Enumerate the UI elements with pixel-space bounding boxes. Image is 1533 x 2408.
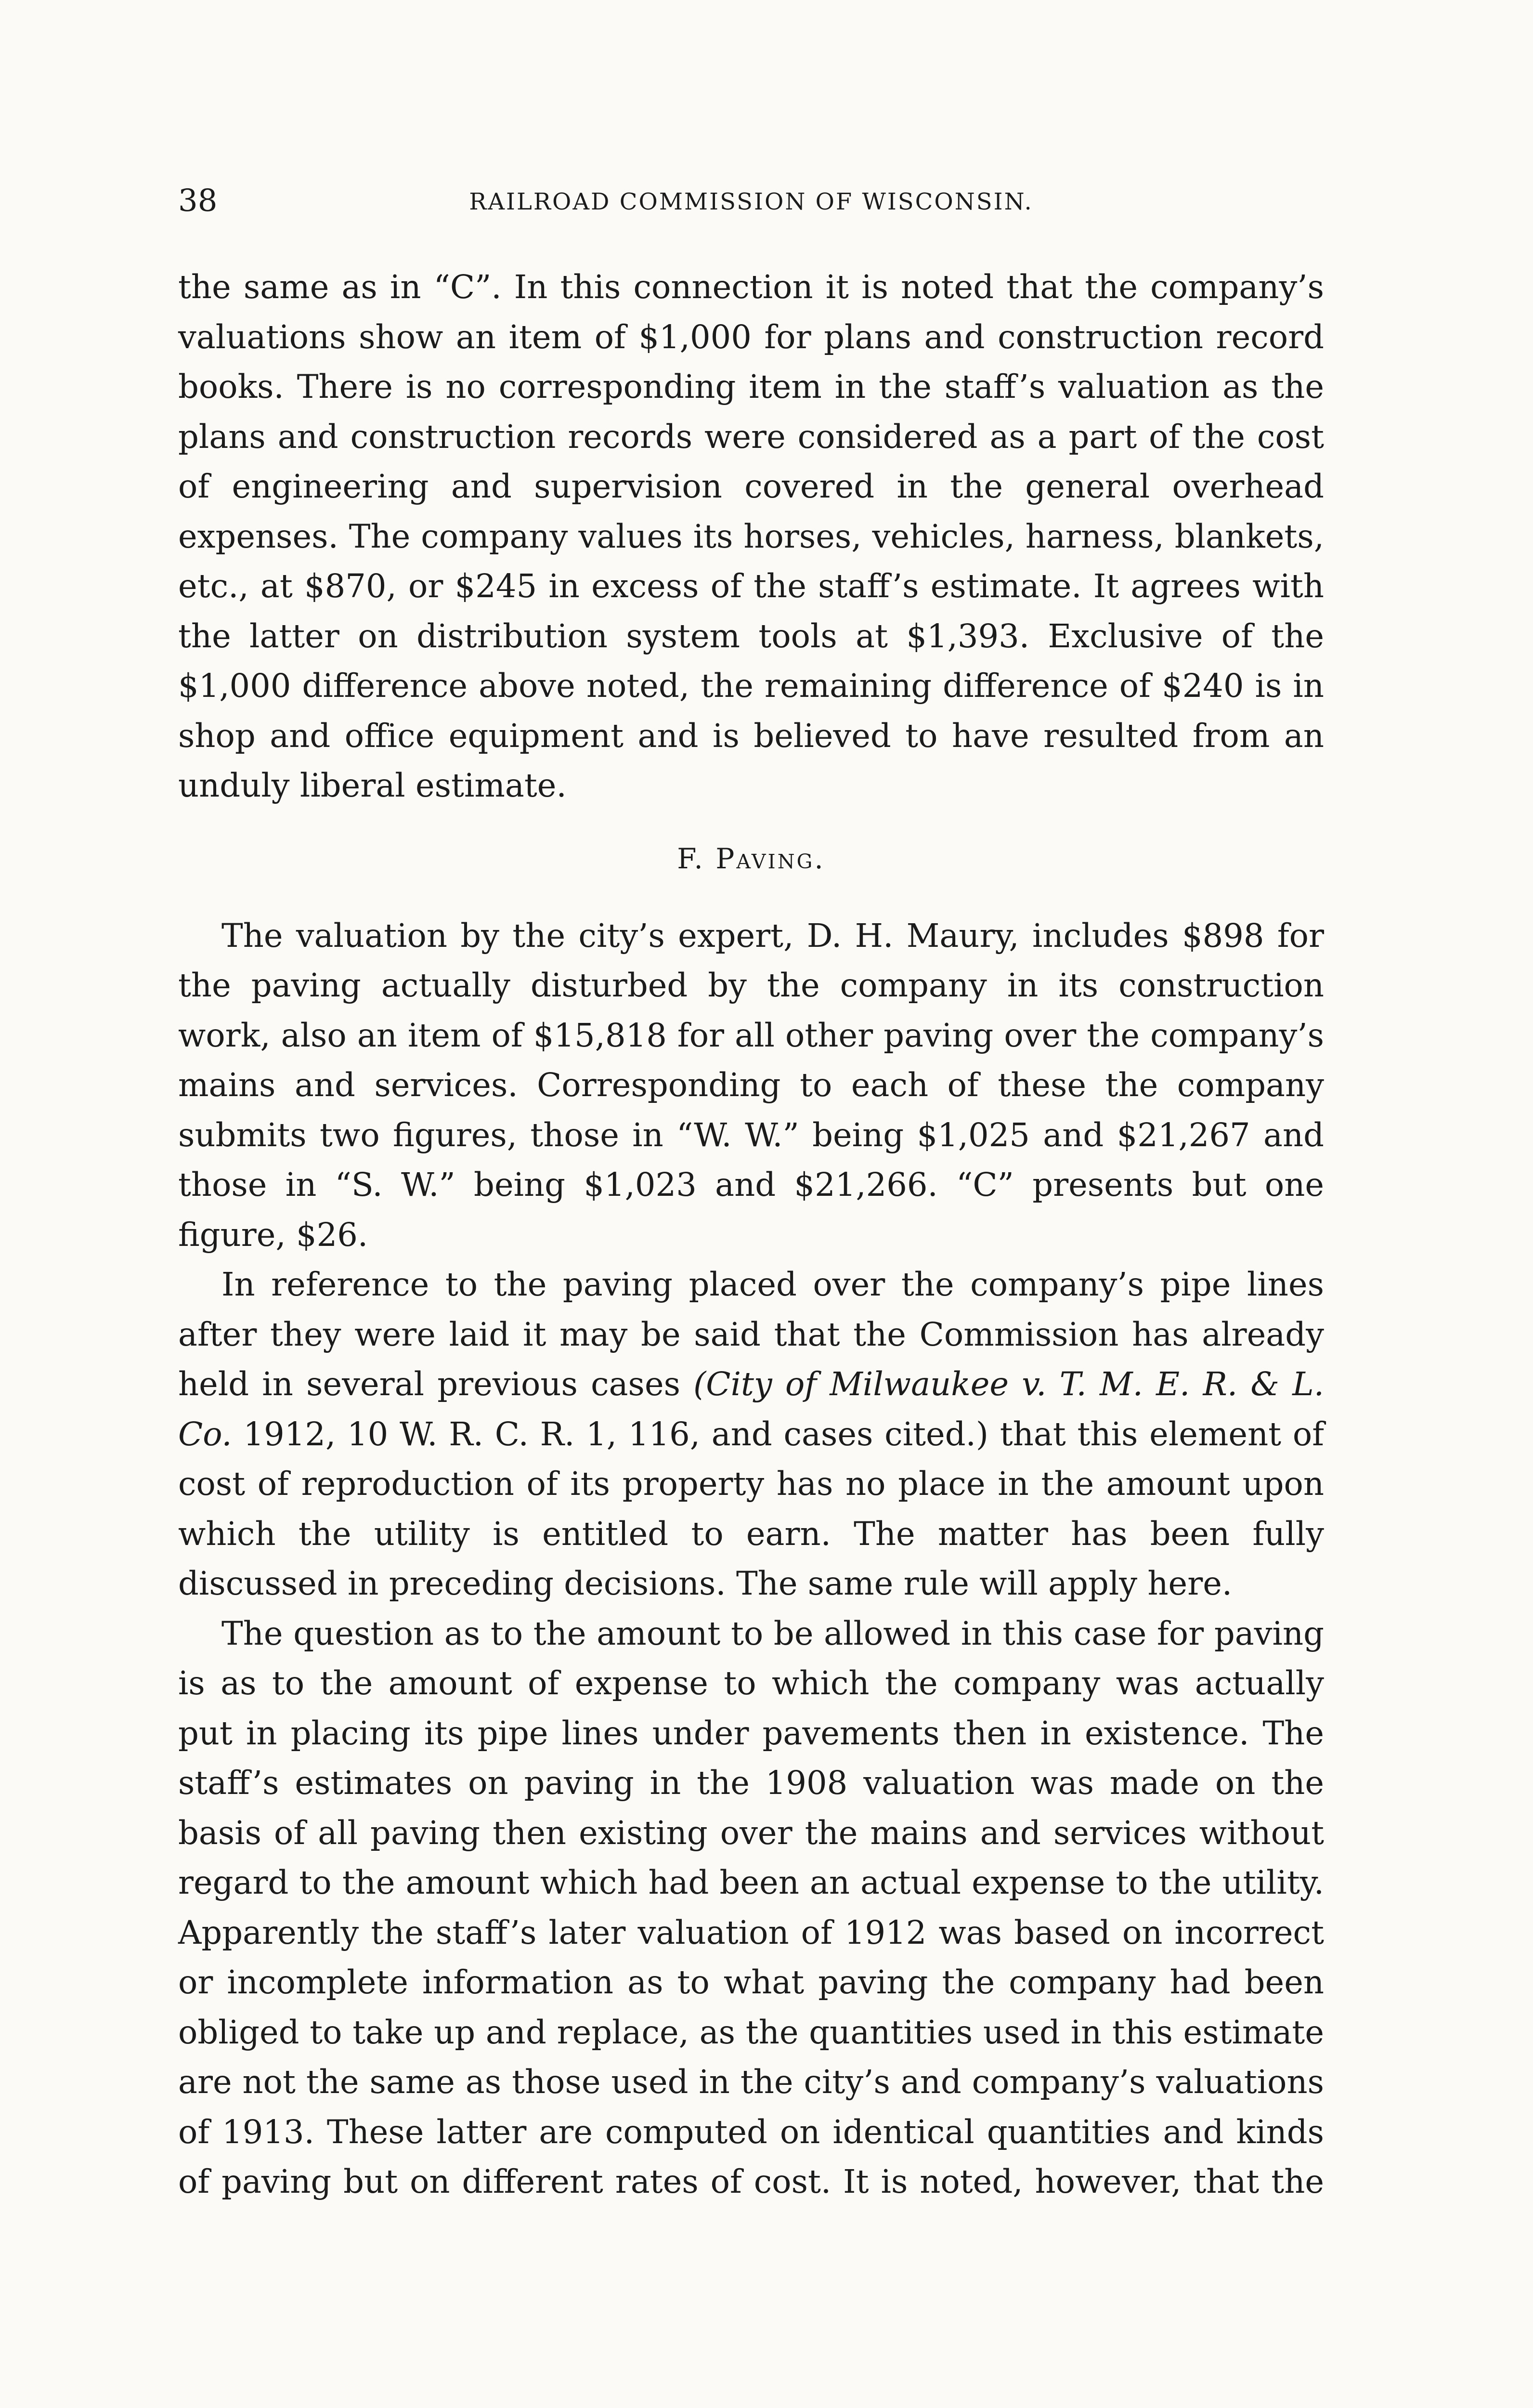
paragraph-reference xyxy=(178,1260,1324,1609)
section-title: Paving. xyxy=(715,842,825,875)
case-citation: (City of Milwaukee v. T. M. E. R. & L. Co. xyxy=(178,1365,1324,1453)
page-number: 38 xyxy=(178,183,218,219)
paragraph-valuation: The valuation by the city’s expert, D. H. Maury, includes $898 for the paving actually disturbed by the company in its construction work, also an item of $15,818 for all other paving over the company’s mains and services. Corresponding to each of these the company submits two figures, those in “W. W.” being $1,025 and $21,267 and those in “S. W.” being $1,023 and $21,266. “C” presents but one figure, $26. xyxy=(178,916,1324,1254)
running-head: RAILROAD COMMISSION OF WISCONSIN. xyxy=(469,188,1033,215)
paragraph-reference-after: 1912, 10 W. R. C. R. 1, 116, and cases cited.) that this element of cost of reproduction of its property has no place in the amount upon which the utility is entitled to earn. The matter has been fully discussed in preceding decisions. The same rule will apply here. xyxy=(178,1415,1324,1602)
page-header xyxy=(178,185,1324,229)
document-page xyxy=(178,185,1324,2207)
section-heading-paving xyxy=(178,842,1324,875)
paragraph-question: The question as to the amount to be allowed in this case for paving is as to the amount of expense to which the company was actually put in placing its pipe lines under pavements then in existence. The staff’s estimates on paving in the 1908 valuation was made on the basis of all paving then existing over the mains and services without regard to the amount which had been an actual expense to the utility. Apparently the staff’s later valuation of 1912 was based on incorrect or incomplete information as to what paving the company had been obliged to take up and replace, as the quantities used in this estimate are not the same as those used in the city’s and company’s valuations of 1913. These latter are computed on identical quantities and kinds of paving but on different rates of cost. It is noted, however, that the xyxy=(178,1614,1324,2200)
paragraph-reference-before: In reference to the paving placed over the company’s pipe lines after they were laid it may be said that the Commission has already held in several previous cases xyxy=(178,1266,1324,1403)
section-letter: F. xyxy=(677,842,705,875)
paragraph-continued: the same as in “C”. In this connection it is noted that the company’s valuations show an item of $1,000 for plans and construction record books. There is no corresponding item in the staff’s valuation as the plans and construction records were considered as a part of the cost of engineering and supervision covered in the general overhead expenses. The company values its horses, vehicles, harness, blankets, etc., at $870, or $245 in excess of the staff’s estimate. It agrees with the latter on distribution system tools at $1,393. Exclusive of the $1,000 difference above noted, the remaining difference of $240 is in shop and office equipment and is believed to have resulted from an unduly liberal estimate. xyxy=(178,268,1324,804)
